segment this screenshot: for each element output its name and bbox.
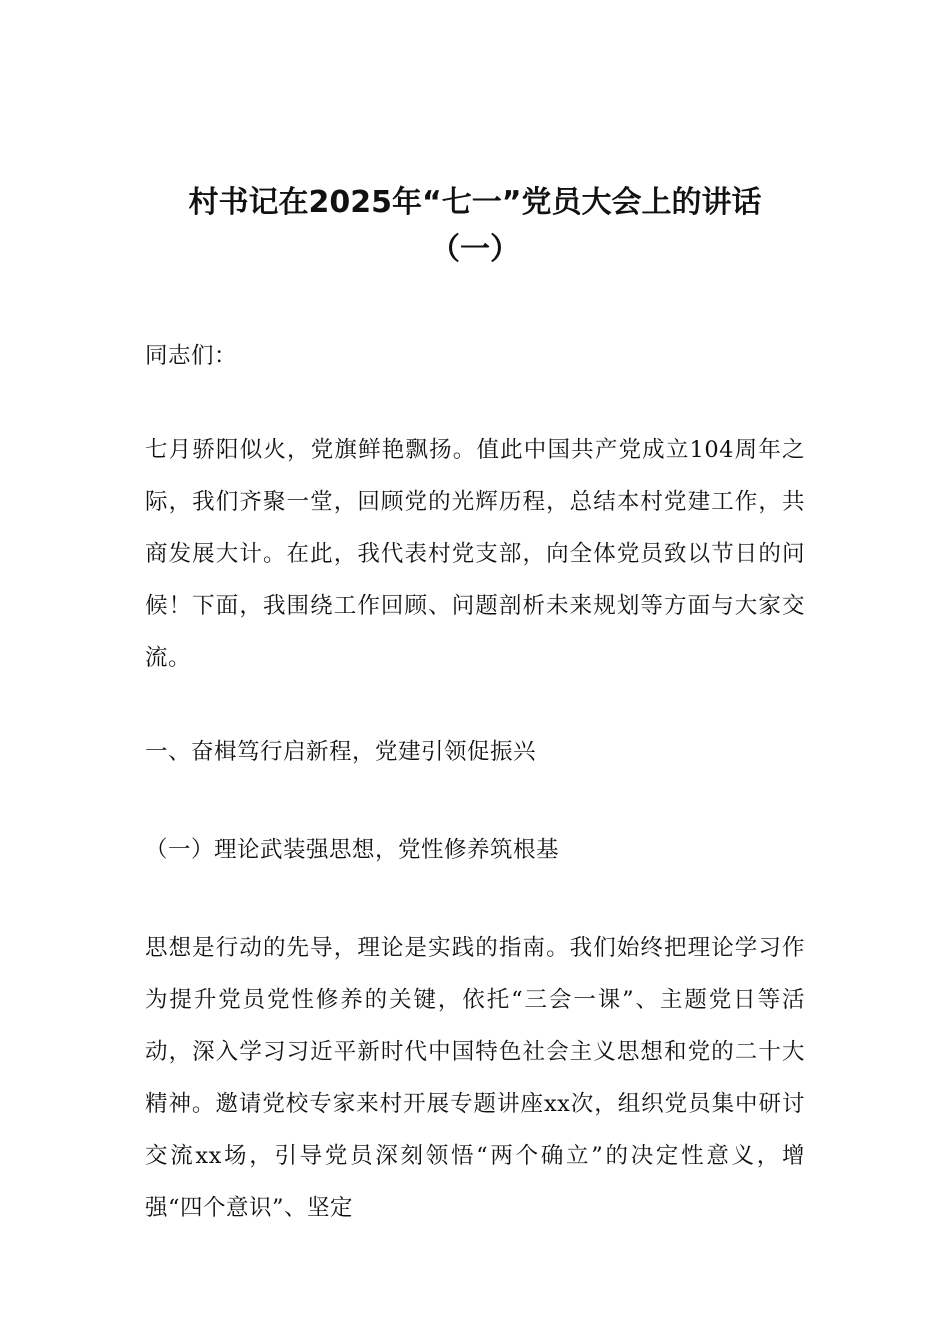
section-heading-1: 一、奋楫笃行启新程，党建引领促振兴: [145, 739, 537, 765]
subsection-heading-1: （一）理论武装强思想，党性修养筑根基: [145, 837, 560, 863]
salutation: 同志们：: [145, 343, 238, 369]
document-title-line1: 村书记在2025年“七一”党员大会上的讲话: [188, 185, 762, 220]
body-paragraph-1: 思想是行动的先导，理论是实践的指南。我们始终把理论学习作为提升党员党性修养的关键，依托“三会一课”、主题党日等活动，深入学习习近平新时代中国特色社会主义思想和党的二十大精神。邀请党校专家来村开展专题讲座xx次，组织党员集中研讨交流xx场，引导党员深刻领悟“两个确立”的决定性意义，增强“四个意识”、坚定: [145, 935, 805, 1221]
document-title-line2: （一）: [430, 232, 520, 267]
opening-paragraph: 七月骄阳似火，党旗鲜艳飘扬。值此中国共产党成立104周年之际，我们齐聚一堂，回顾党的光辉历程，总结本村党建工作，共商发展大计。在此，我代表村党支部，向全体党员致以节日的问候！下面，我围绕工作回顾、问题剖析未来规划等方面与大家交流。: [145, 437, 805, 671]
